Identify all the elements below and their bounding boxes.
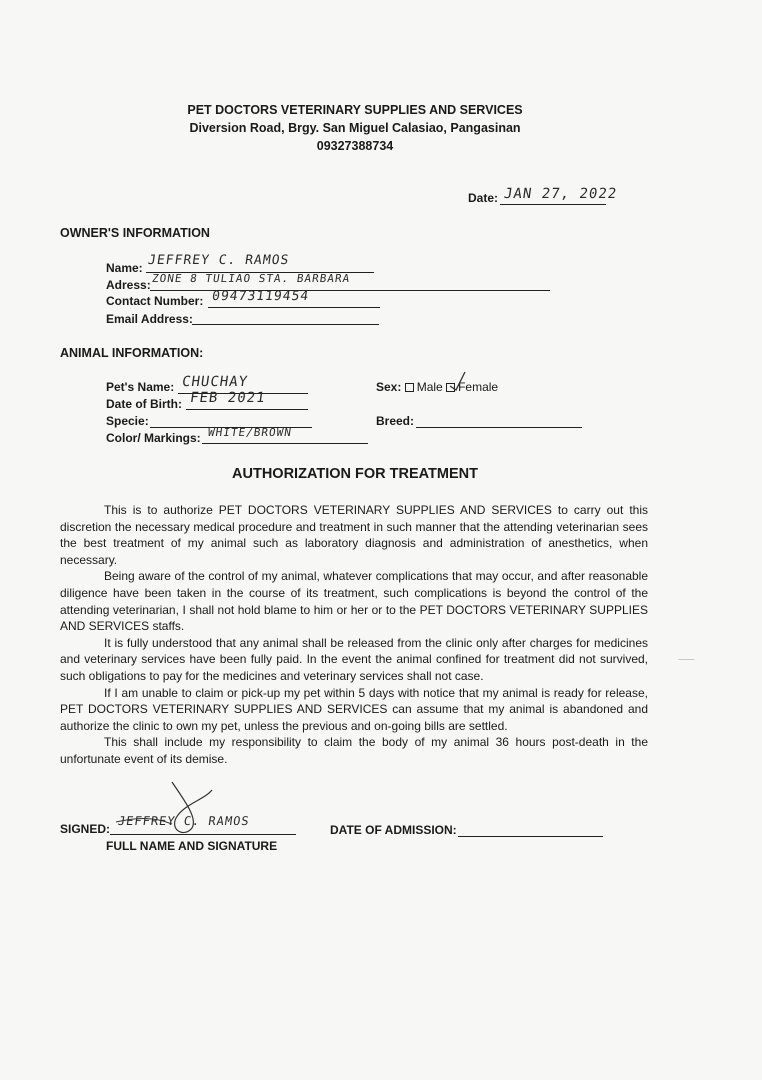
authorization-title: AUTHORIZATION FOR TREATMENT (232, 466, 478, 482)
company-address: Diversion Road, Brgy. San Miguel Calasiao, Pangasinan (189, 121, 521, 135)
breed-label: Breed: (376, 414, 415, 428)
company-phone: 09327388734 (316, 139, 394, 153)
male-checkbox[interactable] (405, 383, 414, 392)
email-line (192, 324, 379, 325)
sex-field (376, 380, 498, 394)
owner-section-title: OWNER'S INFORMATION (60, 226, 210, 240)
signature-caption: FULL NAME AND SIGNATURE (106, 839, 278, 853)
contact-number-value[interactable]: 09473119454 (210, 289, 311, 304)
margin-mark: ⸺ (678, 654, 695, 665)
sex-label: Sex: (376, 380, 402, 394)
dob-value[interactable]: FEB 2021 (188, 390, 267, 406)
color-markings-label: Color/ Markings: (106, 431, 201, 445)
date-label: Date: (468, 191, 499, 205)
date-value[interactable]: JAN 27, 2022 (502, 186, 619, 202)
owner-name-value[interactable]: JEFFREY C. RAMOS (146, 253, 291, 268)
authorization-paragraph-2: Being aware of the control of my animal, whatever complications that may occur, and after reasonable diligence have been taken in the course of its treatment, such complications is beyond the control of the attending veterinarian, I shall not hold blame to him or her or to the PET DOCTORS VETERINARY SUPPLIES AND SERVICES staffs. (60, 569, 648, 634)
date-line (500, 204, 606, 205)
male-label: Male (416, 380, 443, 394)
admission-date-line (458, 836, 603, 837)
owner-name-label: Name: (106, 261, 143, 275)
authorization-paragraph-1: This is to authorize PET DOCTORS VETERINARY SUPPLIES AND SERVICES to carry out this discretion the necessary medical procedure and treatment in such manner that the attending veterinarian sees the best treatment of my animal such as laboratory diagnosis and administration of anesthetics, when necessary. (60, 503, 648, 567)
authorization-body (60, 502, 648, 768)
company-name: PET DOCTORS VETERINARY SUPPLIES AND SERVICES (187, 103, 523, 117)
animal-section-title: ANIMAL INFORMATION: (60, 346, 204, 360)
breed-line (416, 427, 582, 428)
specie-label: Specie: (106, 414, 149, 428)
authorization-paragraph-4: If I am unable to claim or pick-up my pet within 5 days with notice that my animal is ready for release, PET DOCTORS VETERINARY SUPPLIES AND SERVICES can assume that my animal is abandoned and authorize the clinic to own my pet, unless the previous and on-going bills are settled. (60, 685, 648, 733)
signature-value[interactable]: JEFFREY C. RAMOS (117, 814, 251, 828)
contact-number-label: Contact Number: (106, 294, 204, 308)
owner-address-label: Adress: (106, 278, 151, 292)
pet-name-label: Pet's Name: (106, 380, 175, 394)
signed-label: SIGNED: (60, 822, 111, 836)
pet-name-value[interactable]: CHUCHAY (180, 374, 250, 390)
email-label: Email Address: (106, 312, 193, 326)
authorization-paragraph-5: This shall include my responsibility to claim the body of my animal 36 hours post-death in the unfortunate event of its demise. (60, 735, 648, 766)
color-markings-line (202, 443, 368, 444)
authorization-paragraph-3: It is fully understood that any animal shall be released from the clinic only after charges for medicines and veterinary services have been fully paid. In the event the animal confined for treatment did not survived, such obligations to pay for the medicines and veterinary services shall not case. (60, 635, 648, 683)
signature-scribble-icon (112, 778, 222, 840)
admission-date-label: DATE OF ADMISSION: (330, 823, 457, 837)
owner-address-value[interactable]: ZONE 8 TULIAO STA. BARBARA (151, 272, 352, 285)
dob-label: Date of Birth: (106, 397, 182, 411)
owner-address-line (150, 290, 550, 291)
female-label: Female (458, 380, 499, 394)
contact-number-line (208, 307, 380, 308)
color-markings-value[interactable]: WHITE/BROWN (207, 426, 293, 439)
sex-option-male[interactable] (405, 380, 446, 394)
female-check-mark-icon (448, 370, 468, 392)
dob-line (186, 409, 308, 410)
